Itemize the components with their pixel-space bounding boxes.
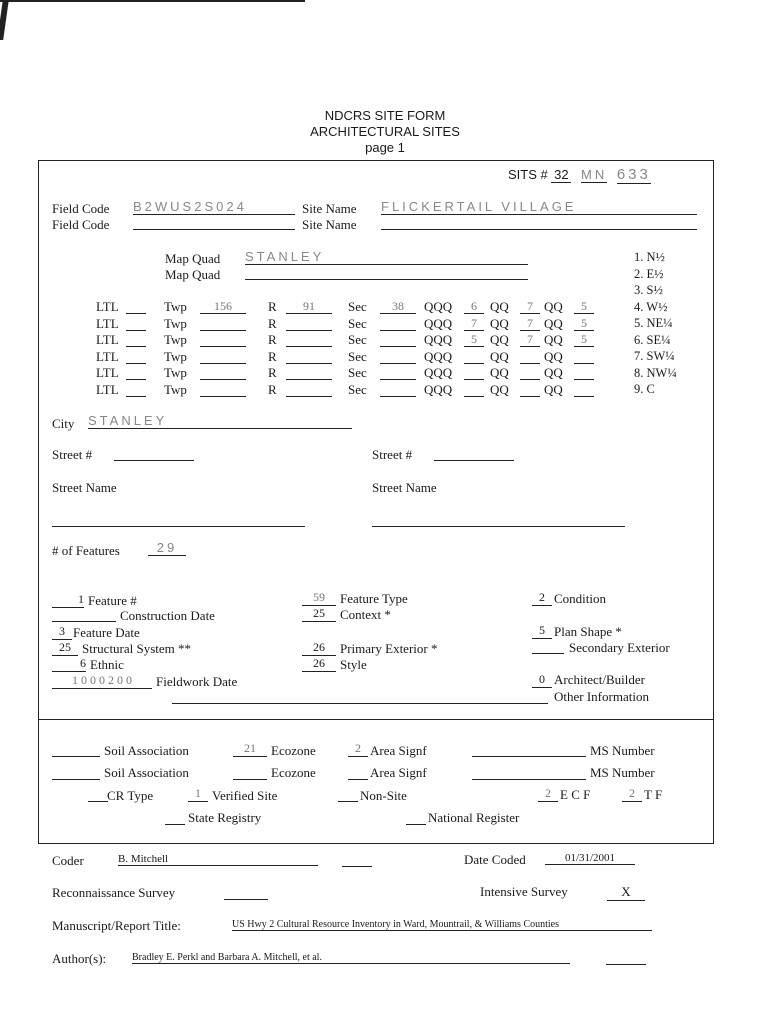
tf-label: T F xyxy=(644,787,663,802)
feature-num-label: Feature # xyxy=(88,593,137,608)
style-input[interactable]: 26 xyxy=(302,656,336,672)
condition-input[interactable]: 2 xyxy=(532,590,552,606)
ltl-label: LTL xyxy=(96,381,119,397)
ltl-input[interactable] xyxy=(126,299,146,314)
twp-label: Twp xyxy=(164,299,187,314)
primary-exterior-input[interactable]: 26 xyxy=(302,640,336,656)
soil-association-input[interactable] xyxy=(52,742,100,757)
other-information-label: Other Information xyxy=(554,689,649,704)
q-input[interactable]: 5 xyxy=(574,299,594,314)
area-signf-input[interactable]: 2 xyxy=(348,741,368,757)
form-subtitle: ARCHITECTURAL SITES xyxy=(310,124,460,139)
features-count-input[interactable]: 29 xyxy=(148,540,186,556)
qq-input[interactable]: 7 xyxy=(520,316,540,331)
street-name-label: Street Name xyxy=(52,480,117,495)
condition-label: Condition xyxy=(554,591,607,606)
twp-input[interactable] xyxy=(200,365,246,380)
area-signf-label-2: Area Signf xyxy=(370,765,427,780)
sec-input[interactable] xyxy=(380,382,416,397)
ecozone-label-2: Ecozone xyxy=(271,765,316,780)
coder-input[interactable]: B. Mitchell xyxy=(118,853,318,866)
q-input[interactable] xyxy=(574,365,594,380)
qq-label-2: QQ xyxy=(544,365,563,380)
site-name-label-2: Site Name xyxy=(302,217,357,232)
cr-type-label: CR Type xyxy=(107,788,154,803)
ms-number-input-2[interactable] xyxy=(472,765,586,780)
construction-date-input[interactable] xyxy=(52,607,116,622)
qqq-label: QQQ xyxy=(424,315,453,331)
qq-label: QQ xyxy=(490,348,509,364)
range-input[interactable] xyxy=(286,382,332,397)
qqq-label: QQQ xyxy=(424,365,453,380)
direction-item: 7. SW¼ xyxy=(634,349,675,363)
sits-suffix[interactable]: MN xyxy=(581,167,608,182)
area-signf-input-2[interactable] xyxy=(348,765,368,780)
qqq-label: QQQ xyxy=(424,332,453,347)
ltl-input[interactable] xyxy=(126,332,146,347)
national-register-input[interactable] xyxy=(406,810,426,825)
area-signf-label: Area Signf xyxy=(370,743,427,758)
range-label: R xyxy=(268,299,277,314)
street-num-label-2: Street # xyxy=(372,447,413,462)
state-registry-input[interactable] xyxy=(165,810,185,825)
q-input[interactable] xyxy=(574,382,594,397)
range-label: R xyxy=(268,348,277,364)
coder-extra-input[interactable] xyxy=(342,853,372,867)
style-label: Style xyxy=(340,657,367,672)
ethnic-input[interactable]: 6 xyxy=(52,656,86,672)
city-label: City xyxy=(52,416,75,431)
street-name-input-2[interactable] xyxy=(372,512,625,527)
site-name-input-2[interactable] xyxy=(381,215,697,230)
sec-input[interactable] xyxy=(380,316,416,331)
qqq-label: QQQ xyxy=(424,348,453,364)
twp-label: Twp xyxy=(164,381,187,397)
cr-type-input[interactable] xyxy=(88,787,108,802)
other-information-input[interactable] xyxy=(172,689,548,704)
direction-item: 2. E½ xyxy=(634,266,664,281)
soil-association-input-2[interactable] xyxy=(52,765,100,780)
ecf-label: E C F xyxy=(560,787,591,802)
plan-shape-input[interactable]: 5 xyxy=(532,623,552,639)
qqq-input[interactable] xyxy=(464,349,484,364)
range-input[interactable] xyxy=(286,349,332,364)
twp-input[interactable] xyxy=(200,382,246,397)
range-input[interactable] xyxy=(286,316,332,331)
authors-label: Author(s): xyxy=(52,951,107,966)
city-input[interactable]: STANLEY xyxy=(88,413,352,429)
qq-label-2: QQ xyxy=(544,332,563,347)
field-code-input-2[interactable] xyxy=(133,215,295,230)
verified-site-input[interactable]: 1 xyxy=(188,786,208,802)
twp-input[interactable] xyxy=(200,316,246,331)
soil-box xyxy=(38,720,714,844)
sec-input[interactable] xyxy=(380,332,416,347)
map-quad-input-2[interactable] xyxy=(245,265,528,280)
sec-label: Sec xyxy=(348,299,367,314)
directions-legend xyxy=(634,249,677,398)
architect-builder-input[interactable]: 0 xyxy=(532,672,552,688)
range-label: R xyxy=(268,315,277,331)
ltl-input[interactable] xyxy=(126,316,146,331)
twp-input[interactable] xyxy=(200,332,246,347)
direction-item: 5. NE¼ xyxy=(634,316,673,330)
national-register-label: National Register xyxy=(428,810,520,825)
construction-date-label: Construction Date xyxy=(120,608,215,623)
field-code-input[interactable]: B2WUS2S024 xyxy=(133,199,295,215)
qq-input[interactable] xyxy=(520,365,540,380)
feature-num-input[interactable]: 1 xyxy=(52,592,84,608)
ltl-label: LTL xyxy=(96,348,119,364)
feature-date-input[interactable]: 3 xyxy=(52,624,72,640)
fieldwork-date-label: Fieldwork Date xyxy=(156,674,238,689)
twp-label: Twp xyxy=(164,332,187,347)
street-name-label-2: Street Name xyxy=(372,480,437,495)
street-num-input[interactable] xyxy=(114,446,194,461)
twp-label: Twp xyxy=(164,365,187,380)
feature-type-label: Feature Type xyxy=(340,591,408,606)
primary-exterior-label: Primary Exterior * xyxy=(340,641,438,656)
sec-input[interactable]: 38 xyxy=(380,299,416,314)
ltl-input[interactable] xyxy=(126,382,146,397)
map-quad-label-2: Map Quad xyxy=(165,267,221,282)
fieldwork-date-input[interactable]: 1 0 0 0 2 0 0 xyxy=(52,673,152,689)
qq-label: QQ xyxy=(490,299,509,314)
qq-label: QQ xyxy=(490,315,509,331)
manuscript-input[interactable]: US Hwy 2 Cultural Resource Inventory in Ward, Mountrail, & Williams Counties xyxy=(232,919,652,931)
qqq-label: QQQ xyxy=(424,299,453,314)
feature-type-input[interactable]: 59 xyxy=(302,590,336,606)
sits-value[interactable]: 633 xyxy=(616,166,651,183)
map-quad-label: Map Quad xyxy=(165,251,221,266)
q-input[interactable]: 5 xyxy=(574,332,594,347)
direction-item: 9. C xyxy=(634,382,655,396)
ecozone-label: Ecozone xyxy=(271,743,316,758)
recon-survey-label: Reconnaissance Survey xyxy=(52,885,176,900)
manuscript-label: Manuscript/Report Title: xyxy=(52,918,181,933)
twp-input[interactable]: 156 xyxy=(200,299,246,314)
qq-input[interactable] xyxy=(520,349,540,364)
ecozone-input-2[interactable] xyxy=(233,765,267,780)
architect-builder-label: Architect/Builder xyxy=(554,672,645,687)
soil-association-label: Soil Association xyxy=(104,743,189,758)
direction-item: 1. N½ xyxy=(634,250,665,264)
field-code-label: Field Code xyxy=(52,201,110,216)
features-count-label: # of Features xyxy=(52,543,120,558)
scan-artifact xyxy=(0,0,305,2)
ethnic-label: Ethnic xyxy=(90,657,124,672)
scan-artifact xyxy=(0,0,9,40)
recon-survey-input[interactable] xyxy=(224,885,268,900)
qqq-label: QQQ xyxy=(424,381,453,397)
qq-label-2: QQ xyxy=(544,348,563,364)
plan-shape-label: Plan Shape * xyxy=(554,624,622,639)
verified-site-label: Verified Site xyxy=(212,788,278,803)
sits-row xyxy=(508,166,651,184)
range-input[interactable] xyxy=(286,332,332,347)
context-input[interactable]: 25 xyxy=(302,606,336,622)
ltl-label: LTL xyxy=(96,332,119,347)
sec-input[interactable] xyxy=(380,349,416,364)
qq-label: QQ xyxy=(490,381,509,397)
tf-input[interactable]: 2 xyxy=(622,786,642,802)
non-site-label: Non-Site xyxy=(360,788,407,803)
sec-label: Sec xyxy=(348,332,367,347)
qq-label-2: QQ xyxy=(544,299,563,314)
sec-label: Sec xyxy=(348,315,367,331)
q-input[interactable] xyxy=(574,349,594,364)
twp-label: Twp xyxy=(164,315,187,331)
state-registry-label: State Registry xyxy=(188,810,262,825)
qq-label-2: QQ xyxy=(544,381,563,397)
site-name-input[interactable]: FLICKERTAIL VILLAGE xyxy=(381,199,697,215)
street-num-input-2[interactable] xyxy=(434,446,514,461)
sec-input[interactable] xyxy=(380,365,416,380)
sec-label: Sec xyxy=(348,348,367,364)
direction-item: 8. NW¼ xyxy=(634,365,677,380)
qq-label: QQ xyxy=(490,365,509,380)
ecozone-input[interactable]: 21 xyxy=(233,741,267,757)
twp-input[interactable] xyxy=(200,349,246,364)
sits-number[interactable]: 32 xyxy=(551,167,571,183)
ms-number-label: MS Number xyxy=(590,743,655,758)
ms-number-label-2: MS Number xyxy=(590,765,655,780)
structural-system-input[interactable]: 25 xyxy=(52,640,78,656)
ltl-label: LTL xyxy=(96,299,119,314)
date-coded-label: Date Coded xyxy=(464,852,526,867)
ecf-input[interactable]: 2 xyxy=(538,786,558,802)
context-label: Context * xyxy=(340,607,391,622)
ms-number-input[interactable] xyxy=(472,742,586,757)
range-input[interactable] xyxy=(286,365,332,380)
qqq-input[interactable]: 6 xyxy=(464,299,484,314)
ltl-input[interactable] xyxy=(126,365,146,380)
non-site-input[interactable] xyxy=(338,787,358,802)
ltl-input[interactable] xyxy=(126,349,146,364)
street-name-input[interactable] xyxy=(52,512,305,527)
qqq-input[interactable]: 7 xyxy=(464,316,484,331)
direction-item: 3. S½ xyxy=(634,283,663,297)
intensive-survey-label: Intensive Survey xyxy=(480,884,568,899)
direction-item: 4. W½ xyxy=(634,299,668,314)
qq-label: QQ xyxy=(490,332,509,347)
qq-input[interactable] xyxy=(520,382,540,397)
range-label: R xyxy=(268,381,277,397)
site-name-label: Site Name xyxy=(302,201,357,216)
intensive-survey-input[interactable]: X xyxy=(607,884,645,901)
date-coded-input[interactable]: 01/31/2001 xyxy=(545,852,635,865)
authors-extra-input[interactable] xyxy=(606,952,646,965)
soil-association-label-2: Soil Association xyxy=(104,765,189,780)
page-number: page 1 xyxy=(365,140,405,155)
sec-label: Sec xyxy=(348,381,367,397)
structural-system-label: Structural System ** xyxy=(82,641,192,656)
form-title: NDCRS SITE FORM xyxy=(324,108,446,123)
qq-label-2: QQ xyxy=(544,315,563,331)
coder-label: Coder xyxy=(52,853,84,868)
qqq-input[interactable] xyxy=(464,365,484,380)
street-num-label: Street # xyxy=(52,447,93,462)
range-input[interactable]: 91 xyxy=(286,299,332,314)
qq-input[interactable]: 7 xyxy=(520,299,540,314)
field-code-label-2: Field Code xyxy=(52,217,110,232)
sec-label: Sec xyxy=(348,365,367,380)
secondary-exterior-label: Secondary Exterior xyxy=(569,640,670,655)
q-input[interactable]: 5 xyxy=(574,316,594,331)
feature-date-label: Feature Date xyxy=(73,625,140,640)
range-label: R xyxy=(268,332,277,347)
ltl-label: LTL xyxy=(96,315,119,331)
authors-input[interactable]: Bradley E. Perkl and Barbara A. Mitchell, et al. xyxy=(132,952,570,964)
secondary-exterior-input[interactable] xyxy=(532,639,564,654)
qq-input[interactable]: 7 xyxy=(520,332,540,347)
map-quad-input[interactable]: STANLEY xyxy=(245,249,528,265)
range-label: R xyxy=(268,365,277,380)
direction-item: 6. SE¼ xyxy=(634,332,671,347)
sits-label: SITS # xyxy=(508,167,548,182)
qqq-input[interactable] xyxy=(464,382,484,397)
ltl-label: LTL xyxy=(96,365,119,380)
twp-label: Twp xyxy=(164,348,187,364)
qqq-input[interactable]: 5 xyxy=(464,332,484,347)
